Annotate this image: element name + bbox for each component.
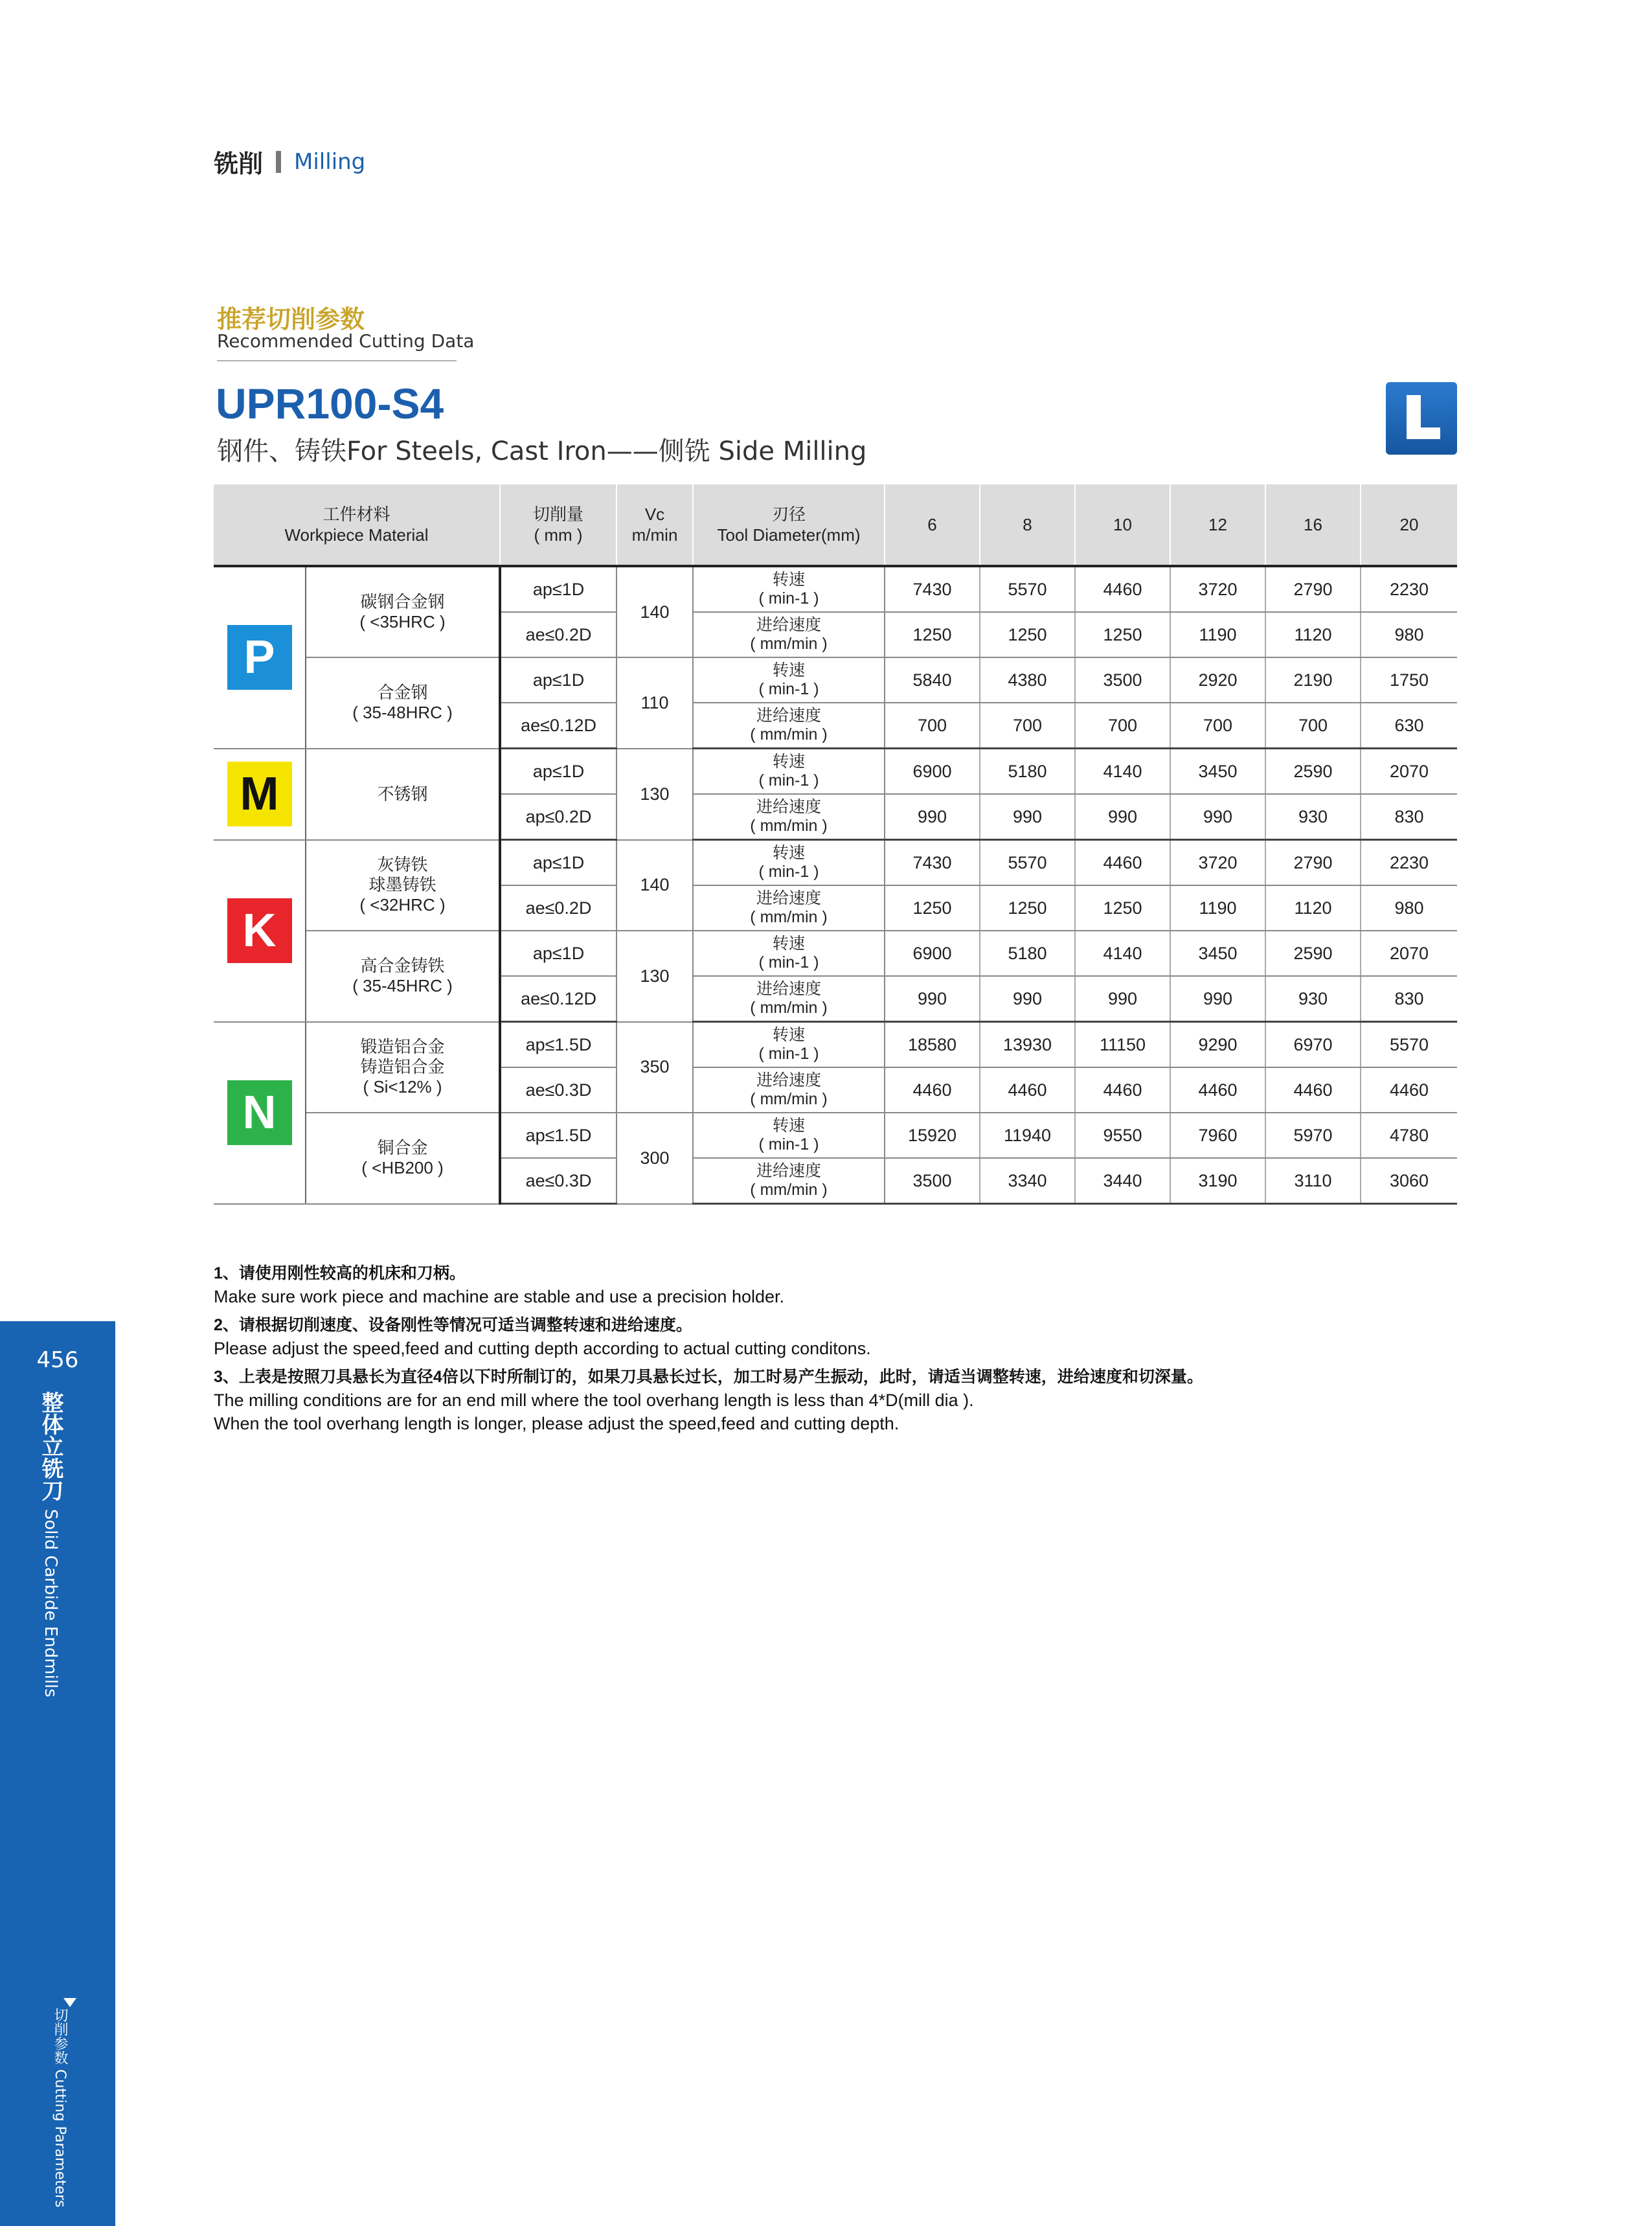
material-name-line: ( <HB200 ) xyxy=(361,1158,444,1178)
speed-label xyxy=(693,749,885,795)
cutting-amount: ap≤1D xyxy=(500,566,617,612)
label-unit: ( mm/min ) xyxy=(750,725,828,744)
material-name-line: ( Si<12% ) xyxy=(363,1077,442,1097)
cutting-amount: ap≤1D xyxy=(500,749,617,795)
feed-value: 1190 xyxy=(1170,612,1265,657)
cutting-amount: ae≤0.2D xyxy=(500,612,617,657)
section-divider xyxy=(276,151,281,173)
label-unit: ( mm/min ) xyxy=(750,908,828,926)
table-row xyxy=(214,931,1457,976)
speed-value: 2590 xyxy=(1265,931,1361,976)
note-en: Please adjust the speed,feed and cutting depth according to actual cutting conditons. xyxy=(214,1339,871,1358)
cutting-speed-vc: 300 xyxy=(617,1113,693,1204)
side-title-en: Solid Carbide Endmills xyxy=(41,1508,60,1698)
feed-value: 830 xyxy=(1361,794,1457,840)
material-name-line: ( <35HRC ) xyxy=(359,612,446,631)
recommend-title-en: Recommended Cutting Data xyxy=(217,330,475,352)
feed-value: 930 xyxy=(1265,794,1361,840)
material-name-line: 铜合金 xyxy=(377,1138,428,1158)
model-name: UPR100-S4 xyxy=(216,380,444,427)
material-name-line: ( 35-48HRC ) xyxy=(352,703,453,723)
label-cn: 进给速度 xyxy=(756,1162,822,1180)
speed-value: 5180 xyxy=(980,749,1075,795)
label-cn: 进给速度 xyxy=(756,798,822,816)
feed-value: 1120 xyxy=(1265,885,1361,931)
feed-value: 4460 xyxy=(1075,1067,1170,1113)
cutting-amount: ap≤1D xyxy=(500,840,617,886)
cutting-amount: ap≤1.5D xyxy=(500,1113,617,1158)
feed-value: 990 xyxy=(980,794,1075,840)
cutting-amount: ae≤0.3D xyxy=(500,1158,617,1204)
material-name-line: ( 35-45HRC ) xyxy=(352,976,453,996)
note-cn: 3、上表是按照刀具悬长为直径4倍以下时所制订的，如果刀具悬长过长，加工时易产生振动，此时，请适当调整转速，进给速度和切深量。 xyxy=(214,1368,1203,1386)
material-name xyxy=(306,931,500,1022)
side-footer-en: Cutting Parameters xyxy=(52,2069,68,2208)
header-dia-16: 16 xyxy=(1265,484,1361,566)
speed-value: 3450 xyxy=(1170,931,1265,976)
cutting-speed-vc: 140 xyxy=(617,566,693,657)
label-unit: ( min-1 ) xyxy=(758,863,819,881)
table-row xyxy=(214,657,1457,703)
speed-value: 5970 xyxy=(1265,1113,1361,1158)
note-cn: 1、请使用刚性较高的机床和刀柄。 xyxy=(214,1264,466,1282)
cutting-speed-vc: 110 xyxy=(617,657,693,749)
section-title-cn: 铣削 xyxy=(214,150,264,178)
feed-value: 990 xyxy=(1075,794,1170,840)
feed-value: 830 xyxy=(1361,976,1457,1022)
material-group-badge: K xyxy=(227,898,292,963)
cutting-amount: ae≤0.12D xyxy=(500,703,617,749)
feed-value: 1250 xyxy=(885,612,980,657)
triangle-down-icon xyxy=(63,1998,76,2007)
feed-value: 930 xyxy=(1265,976,1361,1022)
feed-value: 3340 xyxy=(980,1158,1075,1204)
speed-value: 7430 xyxy=(885,840,980,886)
speed-value: 5570 xyxy=(980,840,1075,886)
label-cn: 转速 xyxy=(773,661,806,679)
speed-value: 9550 xyxy=(1075,1113,1170,1158)
material-name-line: 灰铸铁 xyxy=(377,855,428,875)
speed-label xyxy=(693,1022,885,1068)
speed-value: 11940 xyxy=(980,1113,1075,1158)
speed-value: 1750 xyxy=(1361,657,1457,703)
cutting-speed-vc: 130 xyxy=(617,931,693,1022)
feed-value: 4460 xyxy=(885,1067,980,1113)
note-en: When the tool overhang length is longer, please adjust the speed,feed and cutting depth. xyxy=(214,1414,900,1433)
feed-value: 1250 xyxy=(1075,612,1170,657)
material-group-cell xyxy=(214,1022,306,1204)
feed-label xyxy=(693,976,885,1022)
speed-label xyxy=(693,840,885,886)
header-material: 工件材料 Workpiece Material xyxy=(214,484,500,566)
model-subtitle: 钢件、铸铁For Steels, Cast Iron——侧铣 Side Milling xyxy=(217,437,867,466)
speed-value: 2590 xyxy=(1265,749,1361,795)
feed-value: 4460 xyxy=(1361,1067,1457,1113)
recommend-title-cn: 推荐切削参数 xyxy=(217,305,365,334)
feed-value: 990 xyxy=(1075,976,1170,1022)
speed-value: 2230 xyxy=(1361,566,1457,612)
section-header xyxy=(214,144,365,179)
cutting-amount: ae≤0.12D xyxy=(500,976,617,1022)
feed-value: 700 xyxy=(1170,703,1265,749)
speed-value: 9290 xyxy=(1170,1022,1265,1068)
feed-value: 3060 xyxy=(1361,1158,1457,1204)
header-dia-12: 12 xyxy=(1170,484,1265,566)
recommend-underline xyxy=(217,360,457,361)
label-unit: ( mm/min ) xyxy=(750,1181,828,1199)
table-row xyxy=(214,749,1457,795)
feed-value: 700 xyxy=(1075,703,1170,749)
feed-label xyxy=(693,1158,885,1204)
label-unit: ( mm/min ) xyxy=(750,999,828,1017)
feed-value: 4460 xyxy=(1265,1067,1361,1113)
feed-value: 990 xyxy=(1170,794,1265,840)
speed-value: 4140 xyxy=(1075,749,1170,795)
header-diameter: 刃径 Tool Diameter(mm) xyxy=(693,484,885,566)
speed-value: 2790 xyxy=(1265,840,1361,886)
label-unit: ( mm/min ) xyxy=(750,817,828,835)
speed-value: 7430 xyxy=(885,566,980,612)
feed-value: 990 xyxy=(1170,976,1265,1022)
feed-value: 1250 xyxy=(980,885,1075,931)
speed-label xyxy=(693,566,885,612)
section-title-en: Milling xyxy=(294,148,366,175)
feed-value: 1250 xyxy=(1075,885,1170,931)
speed-value: 3720 xyxy=(1170,566,1265,612)
feed-value: 630 xyxy=(1361,703,1457,749)
cutting-amount: ap≤0.2D xyxy=(500,794,617,840)
label-cn: 转速 xyxy=(773,753,806,771)
material-name xyxy=(306,749,500,840)
header-dia-10: 10 xyxy=(1075,484,1170,566)
side-title xyxy=(39,1391,62,1698)
material-name-line: 铸造铝合金 xyxy=(360,1057,445,1077)
material-name xyxy=(306,566,500,657)
speed-value: 3720 xyxy=(1170,840,1265,886)
speed-value: 18580 xyxy=(885,1022,980,1068)
cutting-amount: ae≤0.2D xyxy=(500,885,617,931)
label-cn: 进给速度 xyxy=(756,980,822,998)
page-number: 456 xyxy=(36,1347,79,1373)
side-footer xyxy=(52,2008,67,2208)
feed-value: 990 xyxy=(885,794,980,840)
label-unit: ( min-1 ) xyxy=(758,1045,819,1063)
feed-value: 1250 xyxy=(885,885,980,931)
material-name-line: 球墨铸铁 xyxy=(368,875,436,895)
header-vc: Vc m/min xyxy=(617,484,693,566)
feed-value: 990 xyxy=(980,976,1075,1022)
label-unit: ( mm/min ) xyxy=(750,1090,828,1108)
speed-value: 5570 xyxy=(1361,1022,1457,1068)
label-unit: ( min-1 ) xyxy=(758,589,819,608)
table-row xyxy=(214,566,1457,612)
speed-value: 2070 xyxy=(1361,931,1457,976)
speed-value: 6900 xyxy=(885,931,980,976)
speed-value: 2230 xyxy=(1361,840,1457,886)
cutting-amount: ap≤1D xyxy=(500,657,617,703)
cutting-speed-vc: 130 xyxy=(617,749,693,840)
material-name-line: 高合金铸铁 xyxy=(360,956,445,976)
speed-value: 7960 xyxy=(1170,1113,1265,1158)
speed-value: 6900 xyxy=(885,749,980,795)
speed-value: 4460 xyxy=(1075,566,1170,612)
speed-label xyxy=(693,1113,885,1158)
cutting-amount: ap≤1D xyxy=(500,931,617,976)
feed-value: 990 xyxy=(885,976,980,1022)
cutting-speed-vc: 350 xyxy=(617,1022,693,1113)
material-name-line: 合金钢 xyxy=(377,683,428,703)
note-en: Make sure work piece and machine are stable and use a precision holder. xyxy=(214,1287,785,1306)
material-name xyxy=(306,657,500,749)
material-group-badge: P xyxy=(227,625,292,690)
speed-value: 4460 xyxy=(1075,840,1170,886)
material-group-cell xyxy=(214,840,306,1022)
speed-value: 4140 xyxy=(1075,931,1170,976)
side-title-cn: 整体立铣刀 xyxy=(38,1391,63,1501)
feed-label xyxy=(693,794,885,840)
l-shape-icon xyxy=(1386,382,1457,455)
note-en: The milling conditions are for an end mill where the tool overhang length is less than 4*D(mill dia ). xyxy=(214,1391,974,1410)
material-group-badge: N xyxy=(227,1080,292,1145)
label-cn: 转速 xyxy=(773,571,806,589)
feed-label xyxy=(693,703,885,749)
label-cn: 转速 xyxy=(773,844,806,862)
speed-value: 5570 xyxy=(980,566,1075,612)
label-cn: 转速 xyxy=(773,1117,806,1135)
label-unit: ( mm/min ) xyxy=(750,635,828,653)
feed-value: 1250 xyxy=(980,612,1075,657)
cutting-amount: ap≤1.5D xyxy=(500,1022,617,1068)
label-unit: ( min-1 ) xyxy=(758,953,819,971)
label-cn: 进给速度 xyxy=(756,707,822,725)
material-name xyxy=(306,1022,500,1113)
material-name-line: 锻造铝合金 xyxy=(360,1037,445,1057)
speed-value: 15920 xyxy=(885,1113,980,1158)
label-cn: 进给速度 xyxy=(756,889,822,907)
notes xyxy=(214,1256,1203,1435)
header-cut: 切削量 ( mm ) xyxy=(500,484,617,566)
material-group-cell xyxy=(214,566,306,749)
note-cn: 2、请根据切削速度、设备刚性等情况可适当调整转速和进给速度。 xyxy=(214,1316,692,1334)
material-name xyxy=(306,1113,500,1204)
feed-label xyxy=(693,612,885,657)
label-cn: 转速 xyxy=(773,1026,806,1044)
side-footer-cn: 切削参数 xyxy=(52,2008,68,2065)
material-name-line: ( <32HRC ) xyxy=(359,895,446,915)
feed-value: 3110 xyxy=(1265,1158,1361,1204)
table-row xyxy=(214,1022,1457,1068)
feed-value: 3190 xyxy=(1170,1158,1265,1204)
feed-value: 700 xyxy=(980,703,1075,749)
material-name-line: 不锈钢 xyxy=(377,784,428,804)
speed-value: 11150 xyxy=(1075,1022,1170,1068)
speed-value: 5840 xyxy=(885,657,980,703)
header-dia-20: 20 xyxy=(1361,484,1457,566)
speed-value: 2790 xyxy=(1265,566,1361,612)
label-unit: ( min-1 ) xyxy=(758,1135,819,1153)
feed-value: 980 xyxy=(1361,612,1457,657)
feed-value: 4460 xyxy=(1170,1067,1265,1113)
table-header-row xyxy=(214,484,1457,566)
label-cn: 转速 xyxy=(773,935,806,953)
feed-value: 1190 xyxy=(1170,885,1265,931)
speed-label xyxy=(693,657,885,703)
feed-value: 1120 xyxy=(1265,612,1361,657)
feed-label xyxy=(693,885,885,931)
label-cn: 进给速度 xyxy=(756,1071,822,1089)
feed-value: 980 xyxy=(1361,885,1457,931)
speed-value: 2190 xyxy=(1265,657,1361,703)
speed-value: 2920 xyxy=(1170,657,1265,703)
speed-value: 3500 xyxy=(1075,657,1170,703)
feed-label xyxy=(693,1067,885,1113)
feed-value: 700 xyxy=(1265,703,1361,749)
feed-value: 3500 xyxy=(885,1158,980,1204)
label-unit: ( min-1 ) xyxy=(758,771,819,789)
material-name xyxy=(306,840,500,931)
speed-value: 6970 xyxy=(1265,1022,1361,1068)
speed-value: 13930 xyxy=(980,1022,1075,1068)
header-dia-6: 6 xyxy=(885,484,980,566)
table-row xyxy=(214,840,1457,886)
label-unit: ( min-1 ) xyxy=(758,680,819,698)
feed-value: 4460 xyxy=(980,1067,1075,1113)
material-name-line: 碳钢合金钢 xyxy=(360,592,445,611)
speed-value: 5180 xyxy=(980,931,1075,976)
cutting-data-table xyxy=(214,484,1457,1205)
header-dia-8: 8 xyxy=(980,484,1075,566)
speed-label xyxy=(693,931,885,976)
cutting-amount: ae≤0.3D xyxy=(500,1067,617,1113)
material-group-cell xyxy=(214,749,306,840)
label-cn: 进给速度 xyxy=(756,616,822,634)
speed-value: 2070 xyxy=(1361,749,1457,795)
speed-value: 4780 xyxy=(1361,1113,1457,1158)
cutting-speed-vc: 140 xyxy=(617,840,693,931)
table-row xyxy=(214,1113,1457,1158)
material-group-badge: M xyxy=(227,762,292,826)
speed-value: 3450 xyxy=(1170,749,1265,795)
feed-value: 700 xyxy=(885,703,980,749)
speed-value: 4380 xyxy=(980,657,1075,703)
feed-value: 3440 xyxy=(1075,1158,1170,1204)
